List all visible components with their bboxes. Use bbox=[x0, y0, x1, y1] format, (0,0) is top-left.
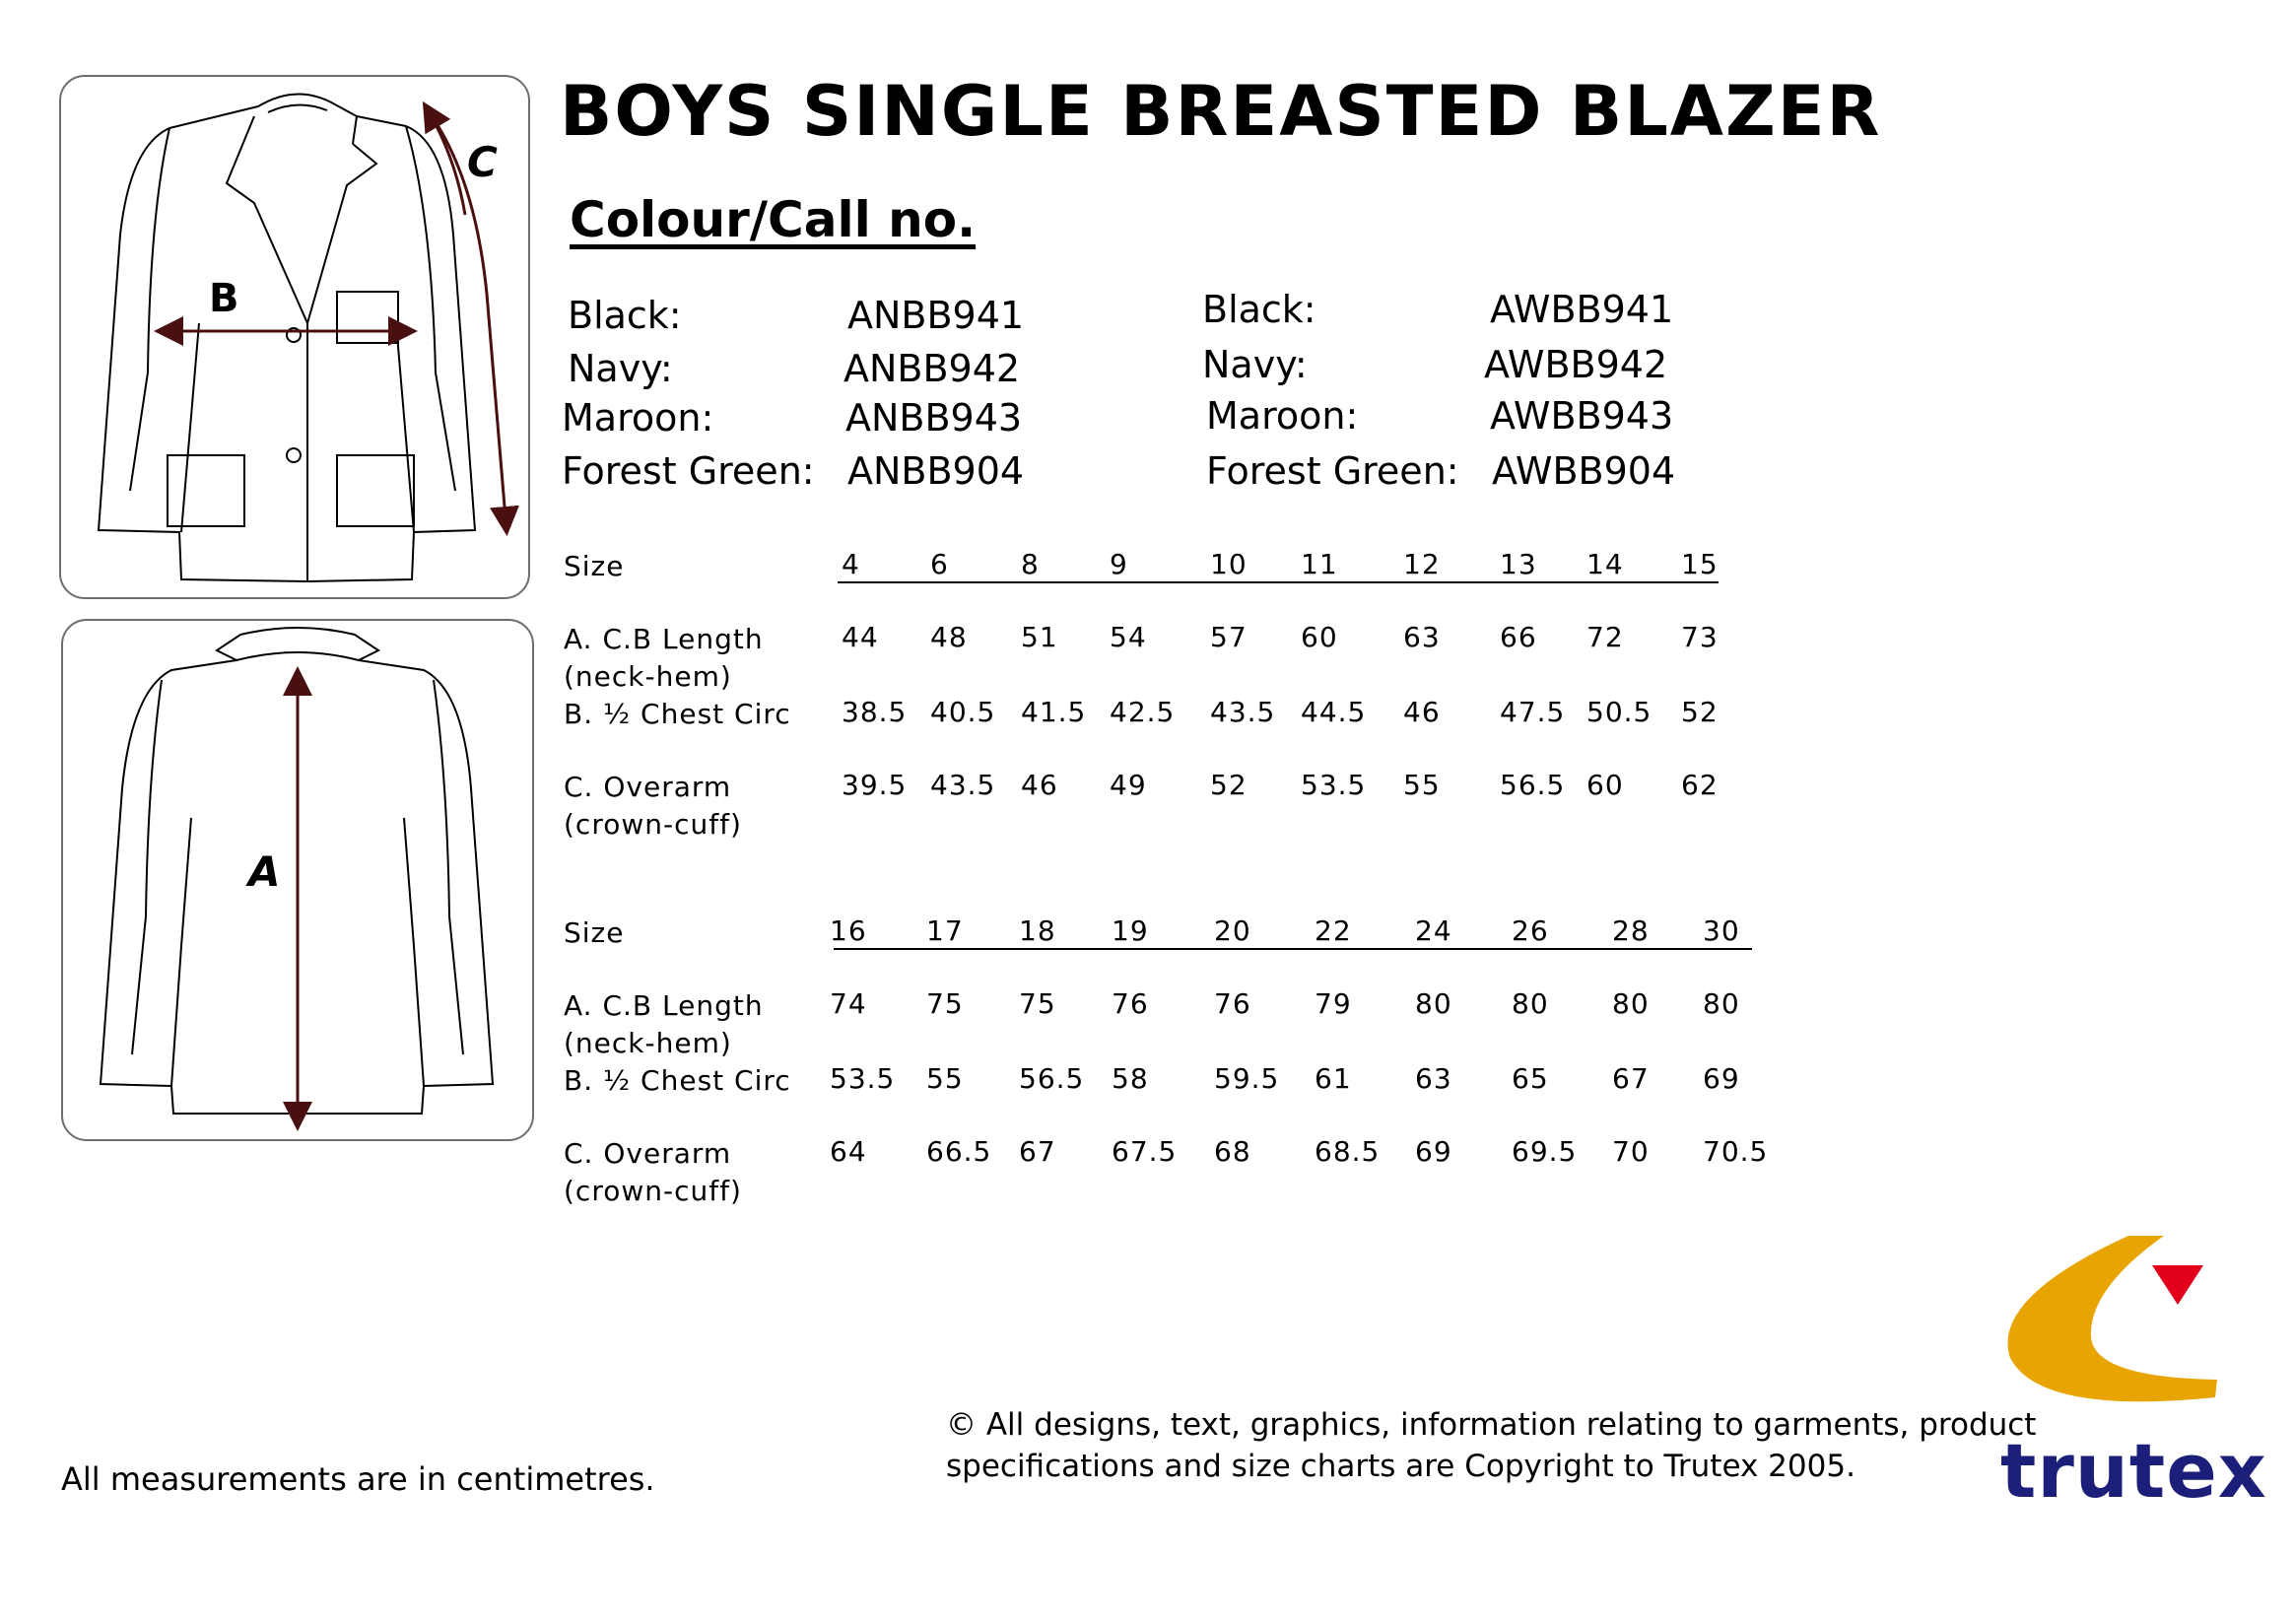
row-label-size: Size bbox=[564, 916, 625, 949]
overarm-cell: 67.5 bbox=[1112, 1135, 1178, 1168]
back-view-diagram bbox=[61, 619, 534, 1141]
half-chest-cell: 67 bbox=[1612, 1062, 1650, 1095]
overarm-cell: 68.5 bbox=[1315, 1135, 1381, 1168]
half-chest-cell: 55 bbox=[926, 1062, 964, 1095]
half-chest-cell: 46 bbox=[1403, 696, 1441, 728]
size-cell: 11 bbox=[1301, 548, 1338, 580]
half-chest-cell: 65 bbox=[1512, 1062, 1549, 1095]
half-chest-cell: 52 bbox=[1681, 696, 1719, 728]
half-chest-cell: 63 bbox=[1415, 1062, 1452, 1095]
overarm-cell: 55 bbox=[1403, 769, 1441, 801]
page-title: BOYS SINGLE BREASTED BLAZER bbox=[560, 71, 1882, 152]
cb-length-cell: 60 bbox=[1301, 621, 1338, 653]
colour-name: Forest Green: bbox=[562, 449, 815, 493]
row-label-cb-length: A. C.B Length bbox=[564, 623, 764, 655]
cb-length-cell: 57 bbox=[1210, 621, 1248, 653]
cb-length-cell: 80 bbox=[1612, 987, 1650, 1020]
cb-length-cell: 66 bbox=[1500, 621, 1537, 653]
half-chest-cell: 44.5 bbox=[1301, 696, 1367, 728]
row-label-cb-length-detail: (neck-hem) bbox=[564, 660, 732, 693]
size-row-underline bbox=[834, 948, 1752, 950]
colour-name: Navy: bbox=[1202, 343, 1308, 386]
overarm-cell: 39.5 bbox=[842, 769, 908, 801]
cb-length-cell: 80 bbox=[1512, 987, 1549, 1020]
units-note: All measurements are in centimetres. bbox=[61, 1460, 655, 1498]
cb-length-cell: 75 bbox=[926, 987, 964, 1020]
row-label-half-chest: B. ½ Chest Circ bbox=[564, 1064, 791, 1097]
cb-length-cell: 51 bbox=[1021, 621, 1058, 653]
size-row-underline bbox=[838, 581, 1719, 583]
half-chest-cell: 69 bbox=[1703, 1062, 1740, 1095]
row-label-cb-length-detail: (neck-hem) bbox=[564, 1027, 732, 1059]
size-cell: 30 bbox=[1703, 914, 1740, 947]
half-chest-cell: 61 bbox=[1315, 1062, 1352, 1095]
trutex-logo-text: trutex bbox=[2000, 1427, 2267, 1515]
row-label-overarm: C. Overarm bbox=[564, 771, 732, 803]
row-label-size: Size bbox=[564, 550, 625, 582]
cb-length-cell: 54 bbox=[1110, 621, 1147, 653]
row-label-overarm: C. Overarm bbox=[564, 1137, 732, 1170]
call-code: AWBB942 bbox=[1484, 343, 1668, 386]
colour-name: Black: bbox=[568, 294, 682, 337]
logo-triangle bbox=[2152, 1265, 2203, 1305]
call-code: AWBB904 bbox=[1492, 449, 1676, 493]
cb-length-cell: 75 bbox=[1019, 987, 1056, 1020]
colour-name: Maroon: bbox=[562, 396, 714, 440]
cb-length-cell: 73 bbox=[1681, 621, 1719, 653]
front-blazer-illustration bbox=[61, 77, 528, 597]
half-chest-cell: 56.5 bbox=[1019, 1062, 1085, 1095]
cb-length-cell: 76 bbox=[1214, 987, 1251, 1020]
overarm-cell: 43.5 bbox=[930, 769, 996, 801]
colour-name: Black: bbox=[1202, 288, 1316, 331]
half-chest-cell: 40.5 bbox=[930, 696, 996, 728]
size-cell: 26 bbox=[1512, 914, 1549, 947]
cb-length-cell: 80 bbox=[1703, 987, 1740, 1020]
cb-length-cell: 63 bbox=[1403, 621, 1441, 653]
colour-name: Forest Green: bbox=[1206, 449, 1459, 493]
size-cell: 10 bbox=[1210, 548, 1248, 580]
size-cell: 19 bbox=[1112, 914, 1149, 947]
call-code: ANBB943 bbox=[845, 396, 1023, 440]
cb-length-cell: 74 bbox=[830, 987, 867, 1020]
call-code: AWBB941 bbox=[1490, 288, 1674, 331]
size-cell: 6 bbox=[930, 548, 949, 580]
size-cell: 8 bbox=[1021, 548, 1040, 580]
cb-length-cell: 80 bbox=[1415, 987, 1452, 1020]
colour-call-heading: Colour/Call no. bbox=[570, 191, 977, 248]
half-chest-cell: 42.5 bbox=[1110, 696, 1176, 728]
overarm-cell: 62 bbox=[1681, 769, 1719, 801]
half-chest-cell: 47.5 bbox=[1500, 696, 1566, 728]
half-chest-cell: 50.5 bbox=[1586, 696, 1653, 728]
overarm-cell: 70.5 bbox=[1703, 1135, 1769, 1168]
half-chest-cell: 38.5 bbox=[842, 696, 908, 728]
overarm-cell: 64 bbox=[830, 1135, 867, 1168]
copyright-line-2: specifications and size charts are Copyright to Trutex 2005. bbox=[946, 1449, 1855, 1484]
row-label-overarm-detail: (crown-cuff) bbox=[564, 1175, 742, 1207]
overarm-cell: 46 bbox=[1021, 769, 1058, 801]
overarm-cell: 66.5 bbox=[926, 1135, 992, 1168]
overarm-cell: 60 bbox=[1586, 769, 1624, 801]
size-cell: 9 bbox=[1110, 548, 1128, 580]
row-label-cb-length: A. C.B Length bbox=[564, 989, 764, 1022]
overarm-cell: 69 bbox=[1415, 1135, 1452, 1168]
front-view-diagram bbox=[59, 75, 530, 599]
row-label-half-chest: B. ½ Chest Circ bbox=[564, 698, 791, 730]
call-code: ANBB941 bbox=[847, 294, 1025, 337]
overarm-cell: 69.5 bbox=[1512, 1135, 1578, 1168]
overarm-cell: 49 bbox=[1110, 769, 1147, 801]
logo-swoosh bbox=[2008, 1236, 2218, 1401]
label-a: A bbox=[248, 847, 281, 896]
copyright-line-1: © All designs, text, graphics, information relating to garments, product bbox=[946, 1407, 2037, 1443]
half-chest-cell: 43.5 bbox=[1210, 696, 1276, 728]
overarm-cell: 56.5 bbox=[1500, 769, 1566, 801]
size-cell: 14 bbox=[1586, 548, 1624, 580]
call-code: AWBB943 bbox=[1490, 394, 1674, 438]
size-cell: 12 bbox=[1403, 548, 1441, 580]
cb-length-cell: 72 bbox=[1586, 621, 1624, 653]
half-chest-cell: 41.5 bbox=[1021, 696, 1087, 728]
trutex-logo-mark bbox=[2000, 1230, 2227, 1417]
colour-name: Maroon: bbox=[1206, 394, 1359, 438]
call-code: ANBB942 bbox=[843, 347, 1021, 390]
label-b: B bbox=[209, 276, 239, 321]
label-c: C bbox=[467, 138, 498, 186]
overarm-cell: 67 bbox=[1019, 1135, 1056, 1168]
half-chest-cell: 59.5 bbox=[1214, 1062, 1280, 1095]
call-code: ANBB904 bbox=[847, 449, 1025, 493]
cb-length-cell: 76 bbox=[1112, 987, 1149, 1020]
back-blazer-illustration bbox=[63, 621, 532, 1139]
overarm-cell: 52 bbox=[1210, 769, 1248, 801]
cb-length-cell: 44 bbox=[842, 621, 879, 653]
size-cell: 18 bbox=[1019, 914, 1056, 947]
size-cell: 13 bbox=[1500, 548, 1537, 580]
size-cell: 4 bbox=[842, 548, 860, 580]
cb-length-cell: 48 bbox=[930, 621, 968, 653]
colour-name: Navy: bbox=[568, 347, 673, 390]
size-cell: 17 bbox=[926, 914, 964, 947]
size-cell: 20 bbox=[1214, 914, 1251, 947]
overarm-cell: 68 bbox=[1214, 1135, 1251, 1168]
row-label-overarm-detail: (crown-cuff) bbox=[564, 808, 742, 841]
half-chest-cell: 58 bbox=[1112, 1062, 1149, 1095]
overarm-cell: 53.5 bbox=[1301, 769, 1367, 801]
cb-length-cell: 79 bbox=[1315, 987, 1352, 1020]
size-cell: 16 bbox=[830, 914, 867, 947]
overarm-cell: 70 bbox=[1612, 1135, 1650, 1168]
size-cell: 22 bbox=[1315, 914, 1352, 947]
half-chest-cell: 53.5 bbox=[830, 1062, 896, 1095]
size-cell: 28 bbox=[1612, 914, 1650, 947]
size-cell: 24 bbox=[1415, 914, 1452, 947]
size-cell: 15 bbox=[1681, 548, 1719, 580]
